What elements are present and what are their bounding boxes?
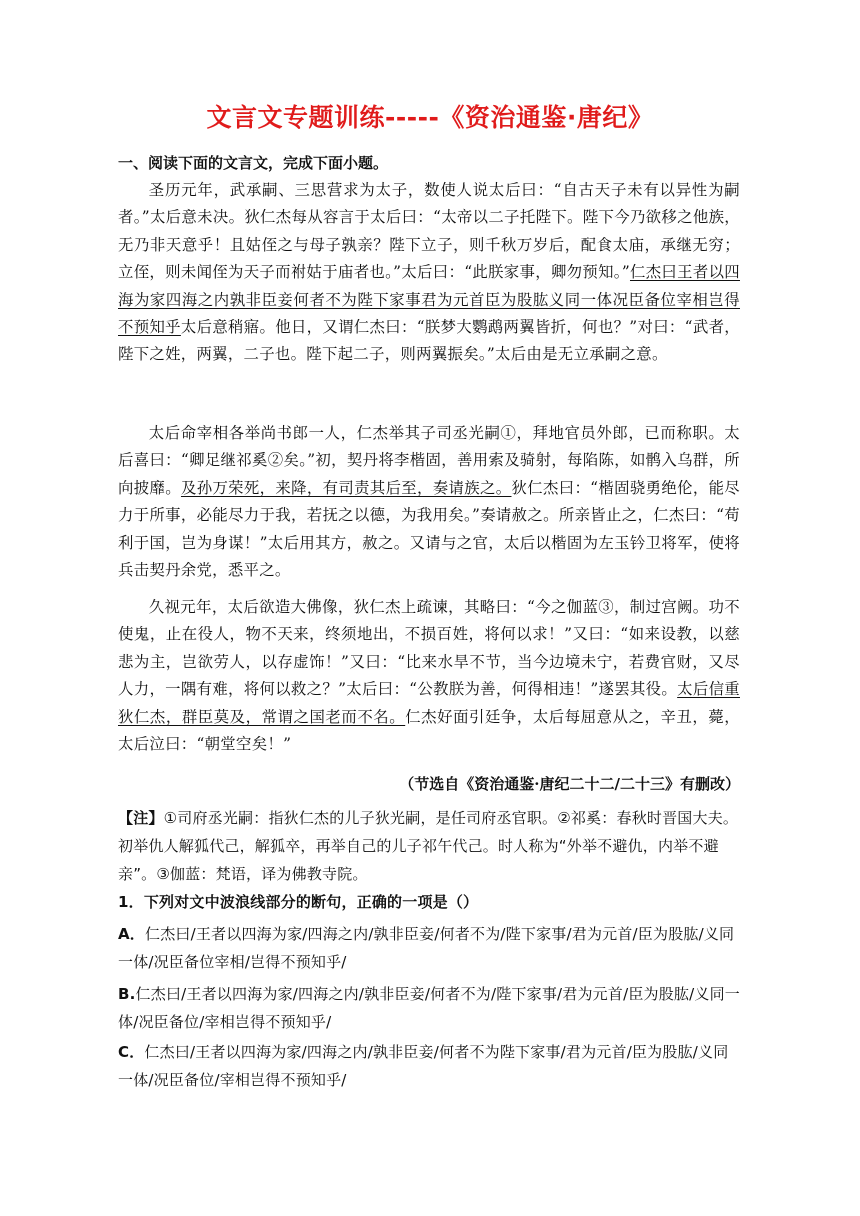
- question-1-option-b: [118, 980, 740, 1036]
- underlined-text: 太后信重狄仁杰，群臣莫及，常谓之国老而不名。: [118, 680, 740, 726]
- question-stem-text: 1．下列对文中波浪线部分的断句，正确的一项是（）: [118, 893, 479, 911]
- option-label: A．: [118, 925, 146, 943]
- passage-paragraph-1: [118, 177, 740, 369]
- passage-text: 太后命宰相各举尚书郎一人，仁杰举其子司丞光嗣①，拜地官员外郎，已而称职。太后喜曰：“卿足继祁奚②矣。”初，契丹将李楷固，善用索及骑射，每陷陈，如鹘入乌群，所向披靡。: [118, 424, 740, 497]
- option-label: C．: [118, 1043, 145, 1061]
- annotation-notes: [118, 804, 740, 888]
- notes-text: ①司府丞光嗣：指狄仁杰的儿子狄光嗣，是任司府丞官职。②祁奚：春秋时晋国大夫。初举仇人解狐代己，解狐卒，再举自己的儿子祁午代己。时人称为“外举不避仇，内举不避亲”。③伽蓝：梵语，译为佛教寺院。: [118, 809, 739, 883]
- passage-text: 狄仁杰曰：“楷固骁勇绝伦，能尽力于所事，必能尽力于我，若抚之以德，为我用矣。”奏请赦之。所亲皆止之，仁杰曰：“苟利于国，岂为身谋！”太后用其方，赦之。又请与之官，太后以楷固为左玉钤卫将军，使将兵击契丹余党，悉平之。: [118, 478, 740, 580]
- underlined-text: 及孙万荣死，来降，有司责其后至，奏请族之。: [180, 478, 512, 497]
- question-1-option-a: [118, 920, 740, 976]
- option-label: B.: [118, 985, 136, 1003]
- question-1-option-c: [118, 1038, 740, 1094]
- passage-paragraph-2: [118, 420, 740, 584]
- document-title: 文言文专题训练-----《资治通鉴·唐纪》: [206, 103, 654, 132]
- option-text: 仁杰曰/王者以四海为家/四海之内/孰非臣妾/何者不为陛下家事/君为元首/臣为股肱/义同一体/况臣备位/宰相岂得不预知乎/: [118, 1043, 729, 1089]
- passage-text: 久视元年，太后欲造大佛像，狄仁杰上疏谏，其略曰：“今之伽蓝③，制过宫阙。功不使鬼，止在役人，物不天来，终须地出，不损百姓，将何以求！”又曰：“如来设教，以慈悲为主，岂欲劳人，以存虚饰！”又曰：“比来水旱不节，当今边境未宁，若费官财，又尽人力，一隅有难，将何以救之？”太后曰：“公教朕为善，何得相违！”遂罢其役。: [118, 598, 740, 699]
- option-text: 仁杰曰/王者以四海为家/四海之内/孰非臣妾/何者不为/陛下家事/君为元首/臣为股肱/义同一体/况臣备位/宰相岂得不预知乎/: [118, 985, 740, 1031]
- source-citation: （节选自《资治通鉴·唐纪二十二/二十三》有删改）: [399, 775, 740, 793]
- notes-lead: 【注】: [118, 809, 164, 827]
- passage-paragraph-3: [118, 594, 740, 758]
- section-intro: 一、阅读下面的文言文，完成下面小题。: [118, 154, 389, 172]
- passage-text: 圣历元年，武承嗣、三思营求为太子，数使人说太后曰：“自古天子未有以异性为嗣者。”太后意未决。狄仁杰每从容言于太后曰：“太帝以二子托陛下。陛下今乃欲移之他族，无乃非天意乎！且姑侄之与母子孰亲？陛下立子，则千秋万岁后，配食太庙，承继无穷；立侄，则未闻侄为天子而祔姑于庙者也。”太后曰：“此朕家事，卿勿预知。”: [118, 181, 740, 282]
- question-1-stem: [118, 888, 740, 916]
- option-text: 仁杰曰/王者以四海为家/四海之内/孰非臣妾/何者不为/陛下家事/君为元首/臣为股肱/义同一体/况臣备位宰相/岂得不预知乎/: [118, 925, 735, 971]
- passage-text: 太后意稍寤。他日，又谓仁杰曰：“朕梦大鹦鹉两翼皆折，何也？”对曰：“武者，陛下之姓，两翼，二子也。陛下起二子，则两翼振矣。”太后由是无立承嗣之意。: [118, 318, 740, 364]
- underlined-text: 仁杰曰王者以四海为家四海之内孰非臣妾何者不为陛下家事君为元首臣为股肱义同一体况臣备位宰相岂得不预知乎: [118, 263, 740, 337]
- passage-text: 仁杰好面引廷争，太后每屈意从之，辛丑，薨，太后泣曰：“朝堂空矣！”: [118, 707, 740, 754]
